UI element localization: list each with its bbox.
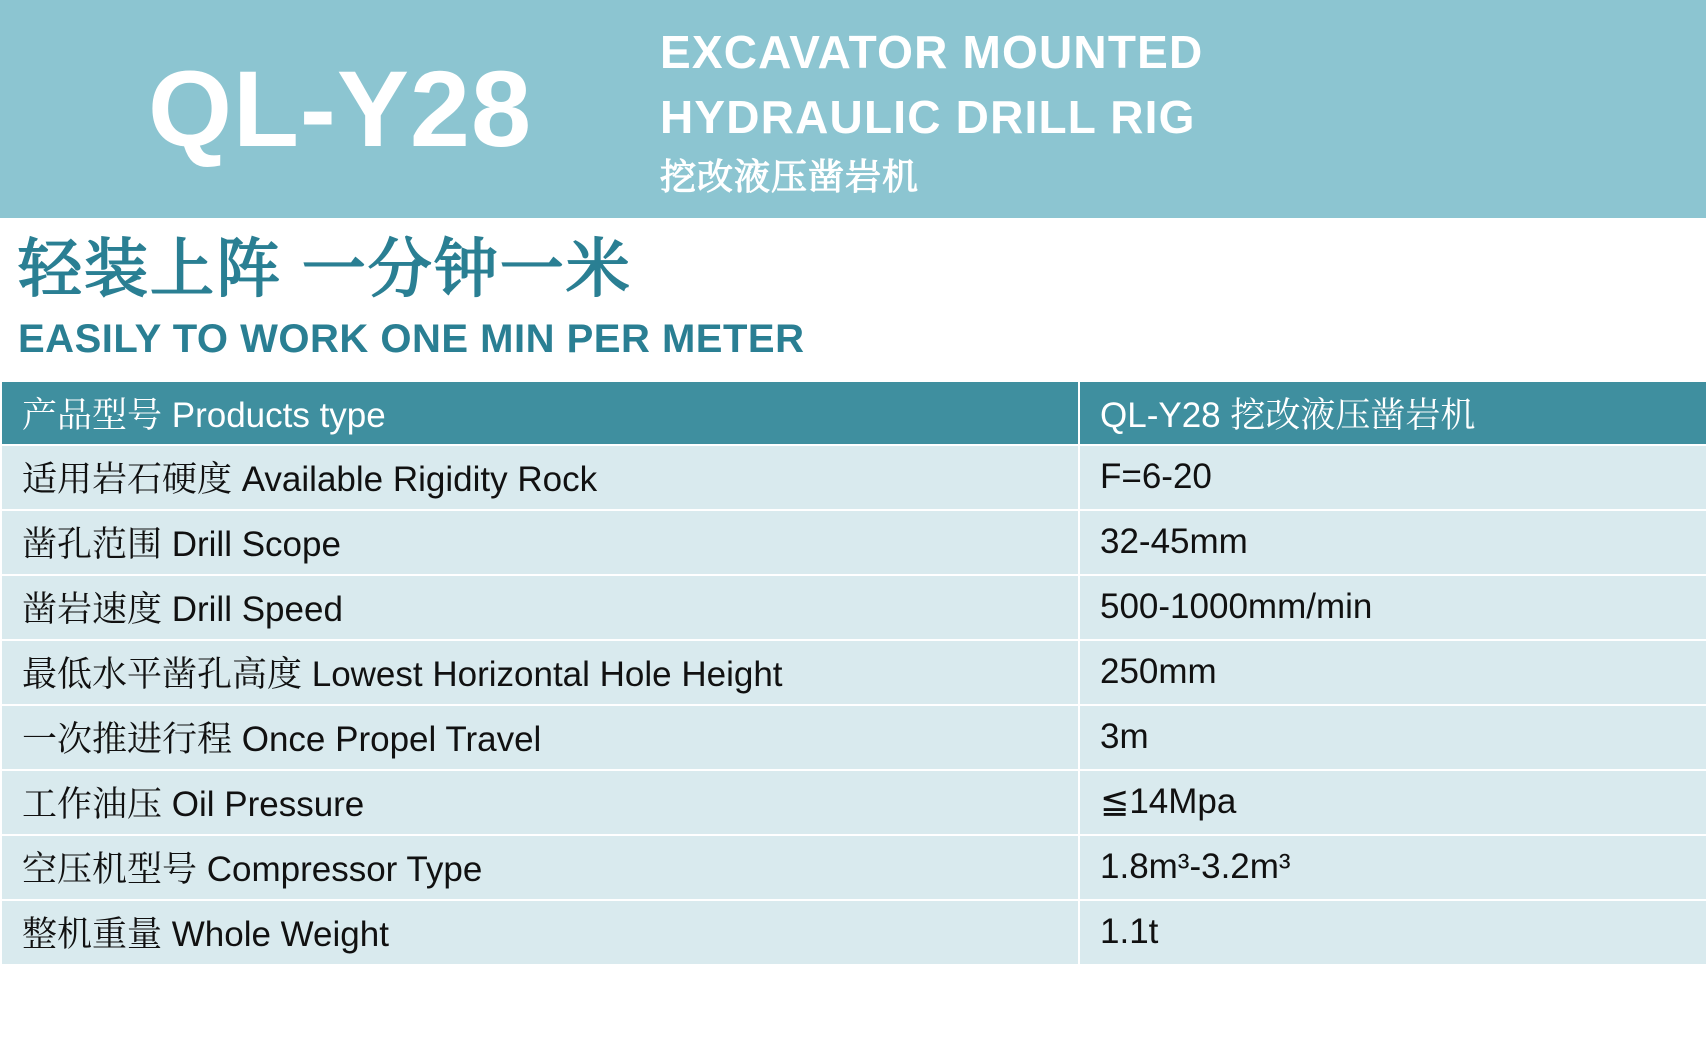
slogan-chinese: 轻装上阵 一分钟一米: [18, 233, 632, 305]
header-band: [0, 0, 1706, 218]
table-row: [1, 445, 1706, 510]
slogan-english: EASILY TO WORK ONE MIN PER METER: [18, 316, 805, 361]
column-header-parameter: 产品型号 Products type: [1, 381, 1079, 445]
table-body: [1, 445, 1706, 965]
table-row: [1, 705, 1706, 770]
model-name: QL-Y28: [147, 48, 533, 169]
table-header-row: [1, 381, 1706, 445]
row-label: 凿孔范围 Drill Scope: [1, 510, 1079, 575]
row-value: ≦14Mpa: [1079, 770, 1706, 835]
row-label: 适用岩石硬度 Available Rigidity Rock: [1, 445, 1079, 510]
slogan-block: [0, 218, 1706, 374]
row-value: 3m: [1079, 705, 1706, 770]
title-en-line2: HYDRAULIC DRILL RIG: [660, 91, 1196, 143]
table-row: [1, 770, 1706, 835]
table-row: [1, 575, 1706, 640]
row-label: 空压机型号 Compressor Type: [1, 835, 1079, 900]
title-cn: 挖改液压凿岩机: [660, 156, 920, 198]
row-label: 最低水平凿孔高度 Lowest Horizontal Hole Height: [1, 640, 1079, 705]
model-badge: [0, 0, 660, 218]
row-value: 32-45mm: [1079, 510, 1706, 575]
table-row: [1, 640, 1706, 705]
table-row: [1, 835, 1706, 900]
row-value: 1.8m³-3.2m³: [1079, 835, 1706, 900]
title-en-line1: EXCAVATOR MOUNTED: [660, 25, 1204, 78]
row-value: 500-1000mm/min: [1079, 575, 1706, 640]
row-value: F=6-20: [1079, 445, 1706, 510]
row-label: 凿岩速度 Drill Speed: [1, 575, 1079, 640]
specification-table: [0, 380, 1706, 966]
row-value: 250mm: [1079, 640, 1706, 705]
header-title-group: [660, 0, 1706, 218]
row-label: 整机重量 Whole Weight: [1, 900, 1079, 965]
column-header-value: QL-Y28 挖改液压凿岩机: [1079, 381, 1706, 445]
row-label: 一次推进行程 Once Propel Travel: [1, 705, 1079, 770]
row-label: 工作油压 Oil Pressure: [1, 770, 1079, 835]
row-value: 1.1t: [1079, 900, 1706, 965]
table-row: [1, 900, 1706, 965]
table-row: [1, 510, 1706, 575]
